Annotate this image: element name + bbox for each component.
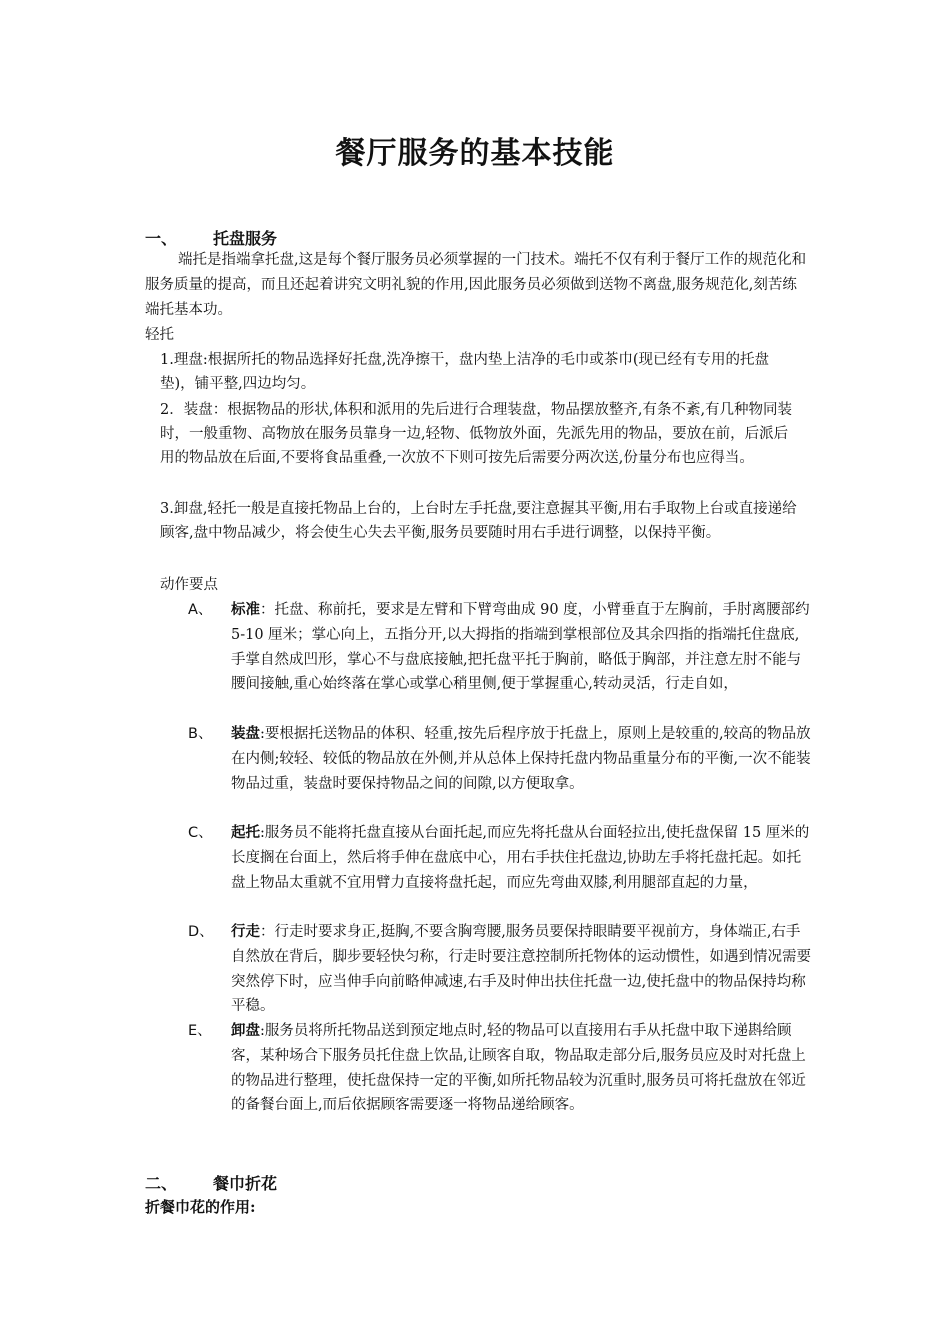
action-points-label: 动作要点 [160, 577, 218, 593]
section-2-title: 餐巾折花 [213, 1174, 278, 1193]
section-1-number: 一、 [145, 229, 178, 248]
action-item-label: D、 [188, 924, 214, 940]
step-3-paragraph: 3.卸盘,轻托一般是直接托物品上台的，上台时左手托盘,要注意握其平衡,用右手取物上台或直接递给顾客,盘中物品减少，将会使生心失去平衡,服务员要随时用右手进行调整，以保持平衡。 [160, 501, 797, 541]
section-1-heading [145, 226, 277, 249]
action-item-label: B、 [188, 726, 213, 742]
action-item-text: 行走时要求身正,挺胸,不要含胸弯腰,服务员要保持眼睛要平视前方，身体端正,右手自然放在背后，脚步要轻快匀称，行走时要注意控制所托物体的运动惯性，如遇到情况需要突然停下时，应当伸手向前略伸减速,右手及时伸出扶住托盘一边,使托盘中的物品保持均称平稳。 [231, 924, 811, 1015]
action-item-body: 卸盘:服务员将所托物品送到预定地点时,轻的物品可以直接用右手从托盘中取下递斟给顾客，某种场合下服务员托住盘上饮品,让顾客自取，物品取走部分后,服务员应及时对托盘上的物品进行整理，使托盘保持一定的平衡,如所托物品较为沉重时,服务员可将托盘放在邻近的备餐台面上,而后依据顾客需要逐一将物品递给顾客。 [231, 1022, 806, 1114]
action-item-text: 服务员不能将托盘直接从台面托起,而应先将托盘从台面轻拉出,使托盘保留 15 厘米的长度搁在台面上，然后将手伸在盘底中心，用右手扶住托盘边,协助左手将托盘托起。如托盘上物品太重就不宜用臂力直接将盘托起，而应先弯曲双膝,利用腿部直起的力量， [231, 825, 810, 891]
page-title: 餐厅服务的基本技能 [335, 136, 615, 171]
action-item-term: 卸盘 [231, 1022, 260, 1039]
section-1-title: 托盘服务 [213, 229, 278, 248]
action-item-label: A、 [188, 602, 213, 618]
action-item-text: 要根据托送物品的体积、轻重,按先后程序放于托盘上，原则上是较重的,较高的物品放在内侧;较轻、较低的物品放在外侧,并从总体上保持托盘内物品重量分布的平衡,一次不能装物品过重，装盘时要保持物品之间的间隙,以方便取拿。 [231, 726, 811, 792]
section-2-number: 二、 [145, 1174, 178, 1193]
action-item-term: 行走 [231, 923, 260, 940]
action-item-text: 服务员将所托物品送到预定地点时,轻的物品可以直接用右手从托盘中取下递斟给顾客，某种场合下服务员托住盘上饮品,让顾客自取，物品取走部分后,服务员应及时对托盘上的物品进行整理，使托盘保持一定的平衡,如所托物品较为沉重时,服务员可将托盘放在邻近的备餐台面上,而后依据顾客需要逐一将物品递给顾客。 [231, 1023, 806, 1114]
step-2-paragraph: 2．装盘：根据物品的形状,体积和派用的先后进行合理装盘，物品摆放整齐,有条不紊,有几种物同装时，一般重物、高物放在服务员靠身一边,轻物、低物放外面，先派先用的物品，要放在前，后派后用的物品放在后面,不要将食品重叠,一次放不下则可按先后需要分两次送,份量分布也应得当。 [160, 402, 793, 466]
action-item-label: C、 [188, 825, 213, 841]
step-1-paragraph: 1.理盘:根据所托的物品选择好托盘,洗净擦干，盘内垫上洁净的毛巾或茶巾(现已经有专用的托盘垫)，铺平整,四边均匀。 [160, 352, 769, 392]
action-item-body: 装盘:要根据托送物品的体积、轻重,按先后程序放于托盘上，原则上是较重的,较高的物品放在内侧;较轻、较低的物品放在外侧,并从总体上保持托盘内物品重量分布的平衡,一次不能装物品过重，装盘时要保持物品之间的间隙,以方便取拿。 [231, 725, 811, 792]
napkin-purpose-heading: 折餐巾花的作用: [145, 1198, 256, 1216]
action-item-body: 起托:服务员不能将托盘直接从台面托起,而应先将托盘从台面轻拉出,使托盘保留 15 厘米的长度搁在台面上，然后将手伸在盘底中心，用右手扶住托盘边,协助左手将托盘托起。如托盘上物品太重就不宜用臂力直接将盘托起，而应先弯曲双膝,利用腿部直起的力量， [231, 824, 810, 891]
action-item-term: 装盘 [231, 725, 260, 742]
section-2-heading [145, 1171, 277, 1194]
action-item-label: E、 [188, 1023, 212, 1039]
action-item-body: 行走：行走时要求身正,挺胸,不要含胸弯腰,服务员要保持眼睛要平视前方，身体端正,右手自然放在背后，脚步要轻快匀称，行走时要注意控制所托物体的运动惯性，如遇到情况需要突然停下时，应当伸手向前略伸减速,右手及时伸出扶住托盘一边,使托盘中的物品保持均称平稳。 [231, 923, 811, 1015]
tray-intro-paragraph: 端托是指端拿托盘,这是每个餐厅服务员必须掌握的一门技术。端托不仅有利于餐厅工作的规范化和服务质量的提高，而且还起着讲究文明礼貌的作用,因此服务员必须做到送物不离盘,服务规范化,刻苦练端托基本功。 [145, 252, 807, 318]
action-item-body: 标准：托盘、称前托，要求是左臂和下臂弯曲成 90 度，小臂垂直于左胸前，手肘离腰部约 5-10 厘米；掌心向上，五指分开,以大拇指的指端到掌根部位及其余四指的指端托住盘底,手掌自然成凹形，掌心不与盘底接触,把托盘平托于胸前，略低于胸部，并注意左肘不能与腰间接触,重心始终落在掌心或掌心稍里侧,便于掌握重心,转动灵活，行走自如， [231, 601, 810, 693]
light-tray-label: 轻托 [145, 327, 174, 343]
action-item-text: 托盘、称前托，要求是左臂和下臂弯曲成 90 度，小臂垂直于左胸前，手肘离腰部约 5-10 厘米；掌心向上，五指分开,以大拇指的指端到掌根部位及其余四指的指端托住盘底,手掌自然成凹形，掌心不与盘底接触,把托盘平托于胸前，略低于胸部，并注意左肘不能与腰间接触,重心始终落在掌心或掌心稍里侧,便于掌握重心,转动灵活，行走自如， [231, 602, 810, 693]
action-item-term: 标准 [231, 601, 260, 618]
action-item-term: 起托 [231, 824, 260, 841]
